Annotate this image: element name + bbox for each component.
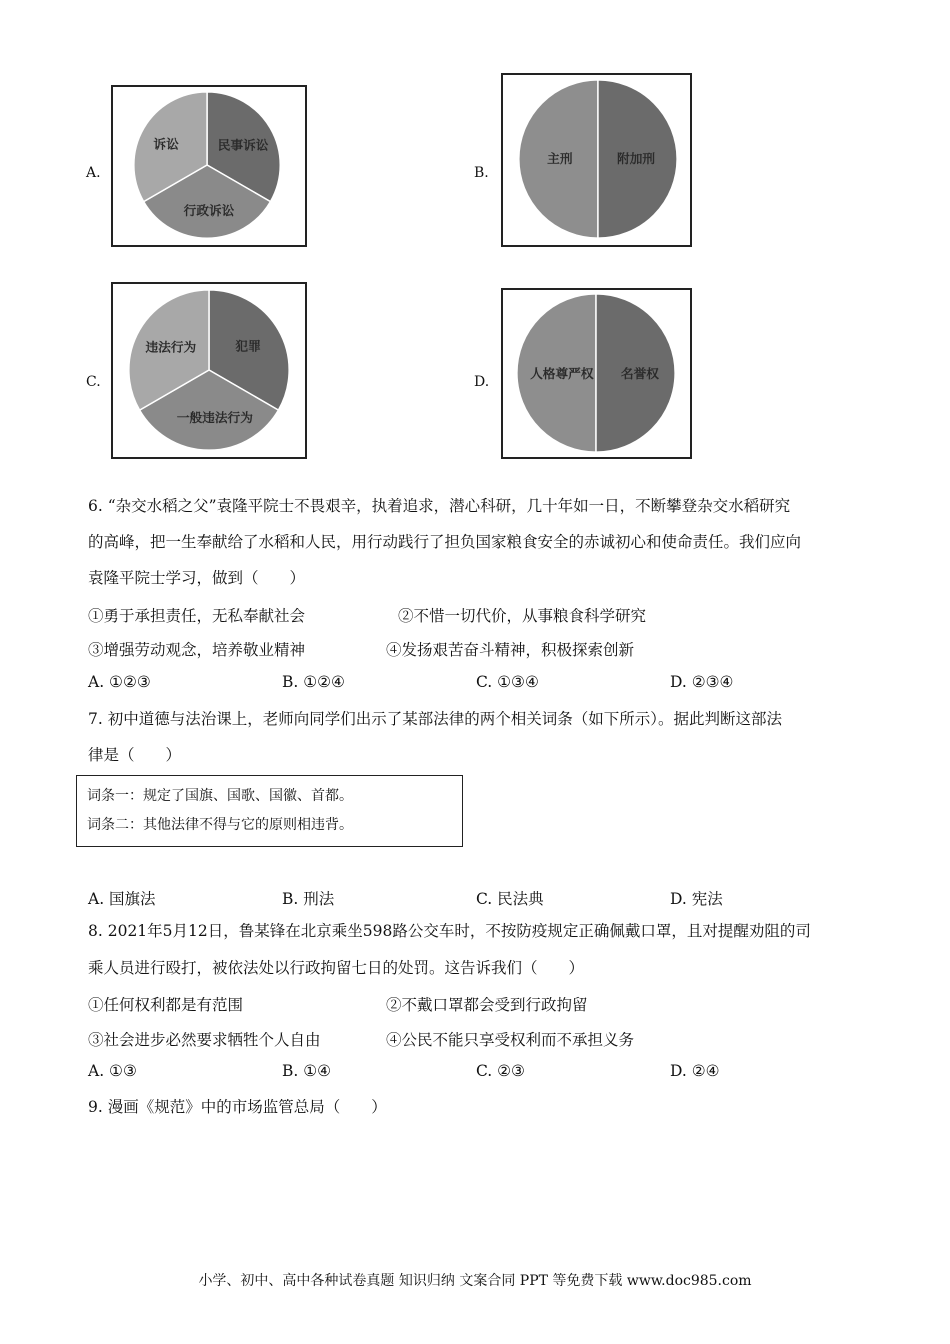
pie-label-b-2: 附加刑	[617, 150, 656, 166]
q7-option-c[interactable]: C. 民法典	[476, 890, 544, 908]
option-letter-d: D.	[474, 374, 490, 390]
q6-item-3: ③增强劳动观念，培养敬业精神	[88, 641, 306, 659]
q6-item-1: ①勇于承担责任，无私奉献社会	[88, 607, 306, 625]
q6-option-d[interactable]: D. ②③④	[670, 673, 734, 691]
q8-option-a[interactable]: A. ①③	[88, 1062, 137, 1080]
q7-stem-line-1: 7. 初中道德与法治课上，老师向同学们出示了某部法律的两个相关词条（如下所示）。据此判断这部法	[88, 710, 782, 728]
q8-option-d[interactable]: D. ②④	[670, 1062, 720, 1080]
q6-option-c[interactable]: C. ①③④	[476, 673, 539, 691]
q8-option-c[interactable]: C. ②③	[476, 1062, 525, 1080]
pie-label-c-1: 违法行为	[145, 339, 197, 355]
q8-item-1: ①任何权利都是有范围	[88, 996, 244, 1014]
q7-entry-box	[76, 775, 463, 847]
q8-item-2: ②不戴口罩都会受到行政拘留	[386, 996, 588, 1014]
q9-stem: 9. 漫画《规范》中的市场监管总局（ ）	[88, 1098, 387, 1116]
q7-stem-line-2: 律是（ ）	[88, 746, 182, 764]
pie-label-b-1: 主刑	[547, 150, 573, 166]
q6-option-a[interactable]: A. ①②③	[88, 673, 151, 691]
pie-label-a-3: 行政诉讼	[183, 202, 235, 218]
q8-stem-line-1: 8. 2021年5月12日，鲁某锋在北京乘坐598路公交车时，不按防疫规定正确佩戴口罩，且对提醒劝阻的司	[88, 922, 811, 940]
q7-entry-2: 词条二：其他法律不得与它的原则相违背。	[87, 817, 353, 833]
q8-item-3: ③社会进步必然要求牺牲个人自由	[88, 1031, 321, 1049]
pie-figure-d	[501, 288, 692, 459]
q7-option-b[interactable]: B. 刑法	[282, 890, 335, 908]
pie-label-d-1: 人格尊严权	[530, 365, 594, 381]
pie-label-c-3: 一般违法行为	[176, 409, 253, 425]
pie-label-a-2: 民事诉讼	[217, 137, 269, 153]
option-letter-b: B.	[474, 165, 489, 181]
pie-label-d-2: 名誉权	[620, 365, 659, 381]
q8-item-4: ④公民不能只享受权利而不承担义务	[386, 1031, 635, 1049]
q6-stem-line-1: 6. “杂交水稻之父”袁隆平院士不畏艰辛，执着追求，潜心科研，几十年如一日，不断攀登杂交水稻研究	[88, 497, 791, 515]
pie-label-a-1: 诉讼	[153, 136, 179, 152]
q6-stem-line-2: 的高峰，把一生奉献给了水稻和人民，用行动践行了担负国家粮食安全的赤诚初心和使命责任。我们应向	[88, 533, 802, 551]
q6-option-b[interactable]: B. ①②④	[282, 673, 345, 691]
q7-entry-1: 词条一：规定了国旗、国歌、国徽、首都。	[87, 788, 353, 804]
pie-figure-b	[501, 73, 692, 247]
q8-stem-line-2: 乘人员进行殴打，被依法处以行政拘留七日的处罚。这告诉我们（ ）	[88, 959, 585, 977]
q6-stem-line-3: 袁隆平院士学习，做到（ ）	[88, 569, 306, 587]
page-footer: 小学、初中、高中各种试卷真题 知识归纳 文案合同 PPT 等免费下载 www.doc985.com	[198, 1273, 752, 1289]
q7-option-a[interactable]: A. 国旗法	[88, 890, 156, 908]
option-letter-a: A.	[86, 165, 101, 181]
q6-item-2: ②不惜一切代价，从事粮食科学研究	[398, 607, 647, 625]
pie-figure-a	[111, 85, 307, 247]
q8-option-b[interactable]: B. ①④	[282, 1062, 332, 1080]
q7-option-d[interactable]: D. 宪法	[670, 890, 723, 908]
pie-figure-c	[111, 282, 307, 459]
q6-item-4: ④发扬艰苦奋斗精神，积极探索创新	[386, 641, 635, 659]
pie-label-c-2: 犯罪	[235, 338, 261, 354]
option-letter-c: C.	[86, 374, 101, 390]
